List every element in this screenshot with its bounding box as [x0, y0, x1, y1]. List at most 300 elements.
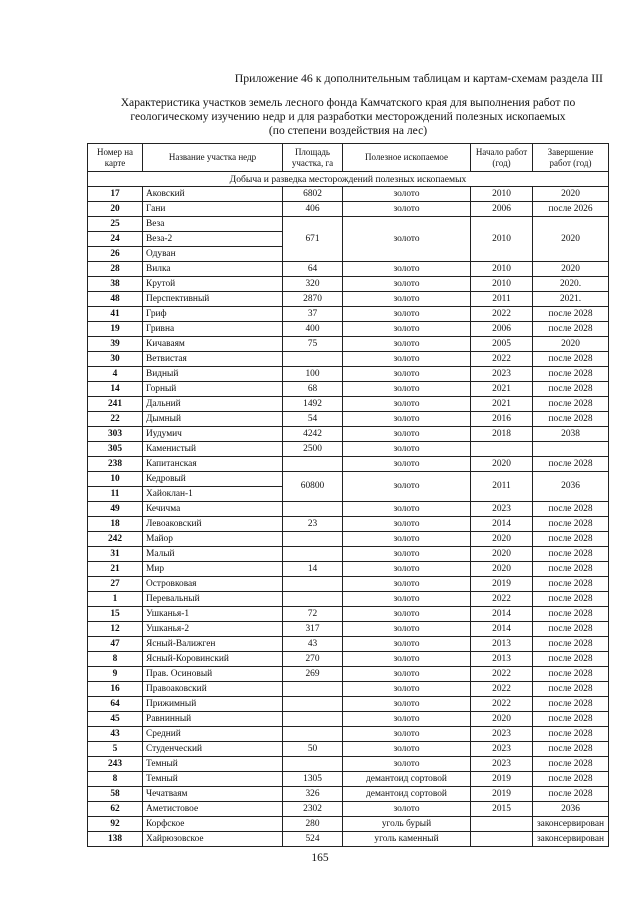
table-row [88, 277, 609, 292]
cell-end: после 2028 [533, 787, 609, 802]
cell-map-no: 28 [88, 262, 143, 277]
cell-map-no: 58 [88, 787, 143, 802]
cell-map-no: 15 [88, 607, 143, 622]
header-map-no: Номер на карте [88, 144, 143, 172]
cell-end: после 2028 [533, 667, 609, 682]
cell-map-no: 14 [88, 382, 143, 397]
cell-map-no: 25 [88, 217, 143, 232]
cell-map-no: 24 [88, 232, 143, 247]
cell-name: Гриф [143, 307, 283, 322]
cell-start: 2023 [471, 367, 533, 382]
table-row [88, 652, 609, 667]
cell-name: Темный [143, 772, 283, 787]
cell-name: Вилка [143, 262, 283, 277]
cell-mineral: золото [343, 442, 471, 457]
cell-start: 2020 [471, 532, 533, 547]
cell-start: 2015 [471, 802, 533, 817]
cell-map-no: 10 [88, 472, 143, 487]
cell-mineral: золото [343, 577, 471, 592]
table-row [88, 352, 609, 367]
cell-start: 2005 [471, 337, 533, 352]
cell-name: Темный [143, 757, 283, 772]
cell-area [283, 352, 343, 367]
cell-end: после 2028 [533, 727, 609, 742]
cell-end: после 2028 [533, 352, 609, 367]
cell-area [283, 547, 343, 562]
cell-name: Ветвистая [143, 352, 283, 367]
cell-name: Малый [143, 547, 283, 562]
cell-area: 72 [283, 607, 343, 622]
table-row [88, 772, 609, 787]
cell-mineral: золото [343, 397, 471, 412]
cell-end: после 2028 [533, 592, 609, 607]
cell-map-no: 238 [88, 457, 143, 472]
cell-map-no: 39 [88, 337, 143, 352]
cell-map-no: 31 [88, 547, 143, 562]
cell-start [471, 817, 533, 832]
cell-start: 2022 [471, 592, 533, 607]
cell-area: 23 [283, 517, 343, 532]
cell-start: 2010 [471, 217, 533, 262]
cell-name: Прав. Осиновый [143, 667, 283, 682]
cell-mineral: золото [343, 667, 471, 682]
cell-mineral: золото [343, 217, 471, 262]
cell-map-no: 303 [88, 427, 143, 442]
cell-end: после 2028 [533, 397, 609, 412]
cell-area [283, 577, 343, 592]
table-row [88, 427, 609, 442]
cell-end: после 2028 [533, 412, 609, 427]
cell-name: Чечатваям [143, 787, 283, 802]
table-row [88, 337, 609, 352]
cell-end: после 2028 [533, 682, 609, 697]
table-row [88, 622, 609, 637]
cell-mineral: золото [343, 607, 471, 622]
cell-area: 671 [283, 217, 343, 262]
cell-start: 2016 [471, 412, 533, 427]
cell-start: 2023 [471, 742, 533, 757]
cell-start: 2023 [471, 502, 533, 517]
cell-area [283, 457, 343, 472]
title-line-1: Характеристика участков земель лесного фонда Камчатского края для выполнения работ по [120, 96, 576, 109]
cell-mineral: демантоид сортовой [343, 772, 471, 787]
cell-name: Ясный-Валижген [143, 637, 283, 652]
table-row [88, 262, 609, 277]
cell-end: 2036 [533, 802, 609, 817]
cell-map-no: 21 [88, 562, 143, 577]
cell-mineral: золото [343, 202, 471, 217]
cell-end: после 2028 [533, 532, 609, 547]
table-row [88, 817, 609, 832]
cell-mineral: золото [343, 742, 471, 757]
cell-name: Мир [143, 562, 283, 577]
table-row [88, 517, 609, 532]
cell-name: Горный [143, 382, 283, 397]
cell-map-no: 12 [88, 622, 143, 637]
cell-map-no: 138 [88, 832, 143, 847]
cell-end: 2036 [533, 472, 609, 502]
cell-start: 2020 [471, 562, 533, 577]
cell-area: 1492 [283, 397, 343, 412]
cell-start: 2022 [471, 682, 533, 697]
cell-map-no: 48 [88, 292, 143, 307]
cell-map-no: 242 [88, 532, 143, 547]
cell-name: Крутой [143, 277, 283, 292]
table-body [88, 172, 609, 847]
cell-mineral: золото [343, 457, 471, 472]
cell-map-no: 243 [88, 757, 143, 772]
table-row [88, 667, 609, 682]
table-row [88, 637, 609, 652]
cell-map-no: 18 [88, 517, 143, 532]
table-row [88, 382, 609, 397]
cell-area: 14 [283, 562, 343, 577]
cell-end: после 2028 [533, 697, 609, 712]
document-title [88, 96, 608, 138]
cell-mineral: золото [343, 367, 471, 382]
title-line-3: (по степени воздействия на лес) [268, 124, 428, 137]
cell-mineral: золото [343, 292, 471, 307]
cell-start: 2021 [471, 382, 533, 397]
cell-mineral: золото [343, 562, 471, 577]
cell-name: Левоаковский [143, 517, 283, 532]
cell-name: Перспективный [143, 292, 283, 307]
cell-area: 64 [283, 262, 343, 277]
table-row [88, 322, 609, 337]
cell-mineral: золото [343, 412, 471, 427]
table-row [88, 367, 609, 382]
cell-name: Перевальный [143, 592, 283, 607]
cell-mineral: золото [343, 697, 471, 712]
cell-end: после 2028 [533, 562, 609, 577]
cell-start: 2010 [471, 187, 533, 202]
cell-name: Иудумич [143, 427, 283, 442]
cell-end: после 2028 [533, 547, 609, 562]
table-header-row [88, 144, 609, 172]
cell-mineral: золото [343, 502, 471, 517]
cell-area: 317 [283, 622, 343, 637]
cell-mineral: золото [343, 592, 471, 607]
cell-area: 60800 [283, 472, 343, 502]
cell-mineral: золото [343, 547, 471, 562]
cell-end: после 2028 [533, 517, 609, 532]
cell-area [283, 727, 343, 742]
cell-name: Видный [143, 367, 283, 382]
cell-start [471, 442, 533, 457]
cell-start: 2011 [471, 472, 533, 502]
cell-map-no: 41 [88, 307, 143, 322]
header-name: Название участка недр [143, 144, 283, 172]
cell-area: 43 [283, 637, 343, 652]
cell-map-no: 305 [88, 442, 143, 457]
cell-end: 2020 [533, 187, 609, 202]
table-row [88, 307, 609, 322]
cell-end: после 2028 [533, 322, 609, 337]
cell-name: Гани [143, 202, 283, 217]
cell-end: после 2028 [533, 367, 609, 382]
table-row [88, 472, 609, 487]
cell-start: 2013 [471, 637, 533, 652]
table-row [88, 697, 609, 712]
cell-area [283, 532, 343, 547]
cell-map-no: 47 [88, 637, 143, 652]
cell-start: 2019 [471, 772, 533, 787]
cell-area: 6802 [283, 187, 343, 202]
cell-start: 2020 [471, 712, 533, 727]
sites-table [87, 143, 609, 847]
cell-end: законсервирован [533, 832, 609, 847]
cell-map-no: 27 [88, 577, 143, 592]
header-mineral: Полезное ископаемое [343, 144, 471, 172]
cell-map-no: 26 [88, 247, 143, 262]
cell-end: после 2028 [533, 622, 609, 637]
page-number: 165 [311, 852, 329, 864]
cell-map-no: 17 [88, 187, 143, 202]
cell-end: 2038 [533, 427, 609, 442]
cell-name: Аковский [143, 187, 283, 202]
cell-start: 2014 [471, 607, 533, 622]
cell-area: 75 [283, 337, 343, 352]
cell-start [471, 832, 533, 847]
cell-end: после 2028 [533, 652, 609, 667]
cell-map-no: 22 [88, 412, 143, 427]
cell-name: Кечичма [143, 502, 283, 517]
cell-area: 270 [283, 652, 343, 667]
cell-end: 2020 [533, 217, 609, 262]
table-row [88, 607, 609, 622]
table-row [88, 712, 609, 727]
table-row [88, 832, 609, 847]
table-row [88, 757, 609, 772]
cell-map-no: 16 [88, 682, 143, 697]
section-row [88, 172, 609, 187]
cell-name: Хайрюзовское [143, 832, 283, 847]
cell-end: после 2028 [533, 577, 609, 592]
cell-name: Студенческий [143, 742, 283, 757]
header-start: Начало работ (год) [471, 144, 533, 172]
cell-area: 320 [283, 277, 343, 292]
table-row [88, 547, 609, 562]
cell-map-no: 1 [88, 592, 143, 607]
cell-mineral: золото [343, 352, 471, 367]
cell-mineral: золото [343, 682, 471, 697]
table-row [88, 457, 609, 472]
cell-mineral: золото [343, 277, 471, 292]
cell-area: 37 [283, 307, 343, 322]
cell-map-no: 9 [88, 667, 143, 682]
cell-end: после 2028 [533, 457, 609, 472]
cell-start: 2014 [471, 517, 533, 532]
cell-map-no: 30 [88, 352, 143, 367]
cell-mineral: золото [343, 307, 471, 322]
cell-start: 2022 [471, 697, 533, 712]
cell-mineral: золото [343, 637, 471, 652]
table-row [88, 742, 609, 757]
cell-start: 2022 [471, 667, 533, 682]
cell-name: Веза-2 [143, 232, 283, 247]
cell-end: 2020 [533, 262, 609, 277]
table-row [88, 532, 609, 547]
cell-mineral: золото [343, 727, 471, 742]
cell-name: Ушканья-2 [143, 622, 283, 637]
cell-name: Корфское [143, 817, 283, 832]
cell-map-no: 92 [88, 817, 143, 832]
cell-mineral: золото [343, 802, 471, 817]
cell-name: Правоаковский [143, 682, 283, 697]
cell-mineral: демантоид сортовой [343, 787, 471, 802]
cell-mineral: золото [343, 187, 471, 202]
cell-start: 2010 [471, 262, 533, 277]
cell-map-no: 5 [88, 742, 143, 757]
cell-area: 400 [283, 322, 343, 337]
cell-map-no: 8 [88, 652, 143, 667]
cell-end: после 2028 [533, 712, 609, 727]
cell-mineral: золото [343, 337, 471, 352]
cell-start: 2023 [471, 727, 533, 742]
cell-mineral: золото [343, 382, 471, 397]
cell-start: 2019 [471, 787, 533, 802]
cell-start: 2006 [471, 322, 533, 337]
cell-map-no: 8 [88, 772, 143, 787]
cell-end: 2020. [533, 277, 609, 292]
cell-start: 2020 [471, 457, 533, 472]
cell-start: 2014 [471, 622, 533, 637]
cell-area [283, 757, 343, 772]
table-row [88, 682, 609, 697]
cell-end: 2020 [533, 337, 609, 352]
cell-name: Майор [143, 532, 283, 547]
cell-name: Равнинный [143, 712, 283, 727]
cell-name: Прижимный [143, 697, 283, 712]
table-row [88, 592, 609, 607]
cell-map-no: 45 [88, 712, 143, 727]
cell-area: 4242 [283, 427, 343, 442]
table-row [88, 292, 609, 307]
cell-mineral: золото [343, 517, 471, 532]
cell-end: после 2028 [533, 772, 609, 787]
cell-area: 50 [283, 742, 343, 757]
cell-end: после 2026 [533, 202, 609, 217]
cell-map-no: 11 [88, 487, 143, 502]
cell-name: Веза [143, 217, 283, 232]
cell-name: Дымный [143, 412, 283, 427]
cell-mineral: золото [343, 262, 471, 277]
cell-name: Средний [143, 727, 283, 742]
table-row [88, 217, 609, 232]
table-row [88, 187, 609, 202]
cell-name: Гривна [143, 322, 283, 337]
table-row [88, 502, 609, 517]
table-row [88, 412, 609, 427]
cell-area [283, 682, 343, 697]
cell-name: Аметистовое [143, 802, 283, 817]
table-row [88, 442, 609, 457]
cell-end: после 2028 [533, 502, 609, 517]
cell-map-no: 49 [88, 502, 143, 517]
cell-area: 100 [283, 367, 343, 382]
cell-end: после 2028 [533, 607, 609, 622]
table-row [88, 802, 609, 817]
cell-area [283, 712, 343, 727]
cell-map-no: 64 [88, 697, 143, 712]
header-end: Завершение работ (год) [533, 144, 609, 172]
cell-end: законсервирован [533, 817, 609, 832]
cell-start: 2018 [471, 427, 533, 442]
cell-name: Каменистый [143, 442, 283, 457]
appendix-note: Приложение 46 к дополнительным таблицам и картам-схемам раздела III [234, 71, 603, 85]
cell-name: Одуван [143, 247, 283, 262]
cell-area [283, 502, 343, 517]
cell-area [283, 592, 343, 607]
title-line-2: геологическому изучению недр и для разработки месторождений полезных ископаемых [130, 110, 566, 123]
table-row [88, 787, 609, 802]
cell-name: Кедровый [143, 472, 283, 487]
cell-area: 2302 [283, 802, 343, 817]
cell-area: 2870 [283, 292, 343, 307]
cell-end: 2021. [533, 292, 609, 307]
cell-map-no: 241 [88, 397, 143, 412]
table-row [88, 562, 609, 577]
cell-end: после 2028 [533, 757, 609, 772]
cell-mineral: золото [343, 712, 471, 727]
cell-map-no: 19 [88, 322, 143, 337]
table-row [88, 727, 609, 742]
cell-name: Ушканья-1 [143, 607, 283, 622]
cell-area: 1305 [283, 772, 343, 787]
cell-mineral: золото [343, 322, 471, 337]
cell-area: 524 [283, 832, 343, 847]
cell-start: 2023 [471, 757, 533, 772]
cell-area: 406 [283, 202, 343, 217]
table-row [88, 577, 609, 592]
cell-area: 326 [283, 787, 343, 802]
cell-area: 68 [283, 382, 343, 397]
cell-mineral: золото [343, 427, 471, 442]
cell-mineral: золото [343, 622, 471, 637]
cell-name: Дальний [143, 397, 283, 412]
cell-mineral: золото [343, 652, 471, 667]
cell-mineral: золото [343, 472, 471, 502]
table-row [88, 202, 609, 217]
cell-start: 2021 [471, 397, 533, 412]
cell-mineral: золото [343, 757, 471, 772]
cell-map-no: 62 [88, 802, 143, 817]
cell-end [533, 442, 609, 457]
cell-end: после 2028 [533, 307, 609, 322]
cell-mineral: уголь каменный [343, 832, 471, 847]
table-row [88, 397, 609, 412]
cell-name: Хайоклан-1 [143, 487, 283, 502]
header-area: Площадь участка, га [283, 144, 343, 172]
cell-name: Ясный-Коровинский [143, 652, 283, 667]
cell-start: 2010 [471, 277, 533, 292]
cell-map-no: 20 [88, 202, 143, 217]
cell-area: 2500 [283, 442, 343, 457]
cell-start: 2019 [471, 577, 533, 592]
cell-end: после 2028 [533, 382, 609, 397]
cell-start: 2022 [471, 307, 533, 322]
cell-mineral: уголь бурый [343, 817, 471, 832]
cell-end: после 2028 [533, 742, 609, 757]
cell-start: 2020 [471, 547, 533, 562]
cell-name: Островковая [143, 577, 283, 592]
cell-map-no: 43 [88, 727, 143, 742]
cell-start: 2022 [471, 352, 533, 367]
cell-area: 54 [283, 412, 343, 427]
cell-area: 269 [283, 667, 343, 682]
cell-name: Кичаваям [143, 337, 283, 352]
cell-end: после 2028 [533, 637, 609, 652]
